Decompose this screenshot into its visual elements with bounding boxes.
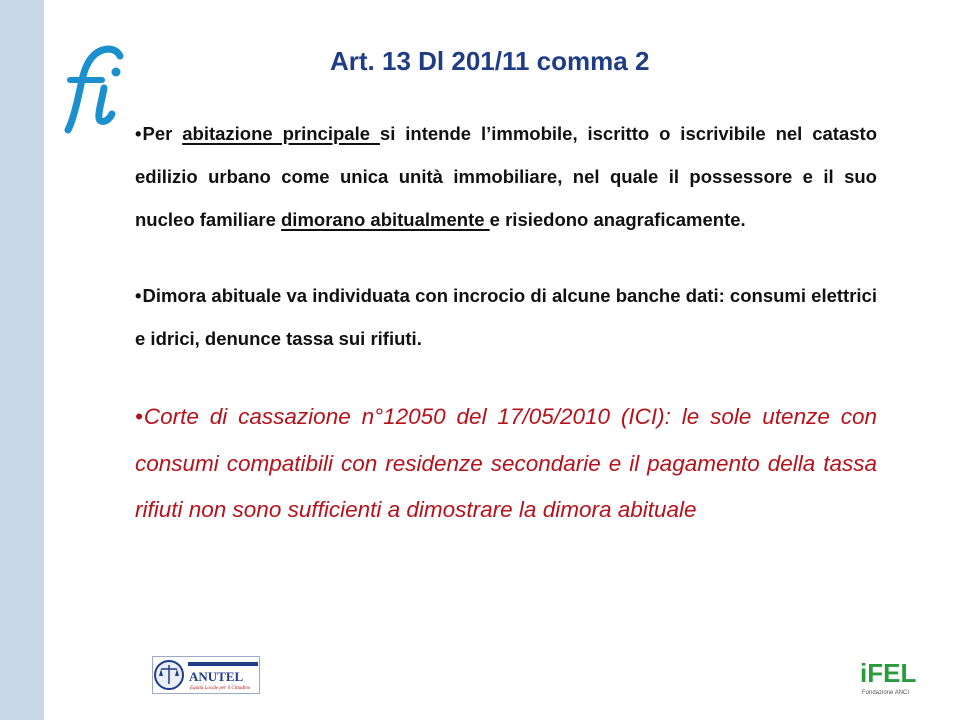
bullet: • [135,285,142,306]
bullet: • [135,404,143,429]
text-segment: Per [142,123,183,144]
slide-title: Art. 13 Dl 201/11 comma 2 [330,46,650,76]
underlined-term: abitazione principale [182,123,380,144]
underlined-term: dimorano abitualmente [281,209,490,230]
paragraph-dimora-abituale [135,274,877,360]
svg-text:Equità Locale per il Cittadino: Equità Locale per il Cittadino [190,686,251,691]
paragraph-abitazione-principale [135,112,877,241]
text-segment: e risiedono anagraficamente. [489,209,746,230]
ifel-logo [858,654,917,700]
text-segment: Dimora abituale va individuata con incrocio di alcune banche dati: consumi elettrici e idrici, denunce tassa sui rifiuti. [135,285,877,349]
svg-text:ANUTEL: ANUTEL [189,669,244,684]
paragraph-corte-cassazione [135,394,877,534]
text-segment: Corte di cassazione n°12050 del 17/05/2010 (ICI): le sole utenze con consumi compatibili con residenze secondarie e il pagamento della tassa rifiuti non sono sufficienti a dimostrare la dimora abituale [135,404,877,522]
fi-logo [58,40,128,135]
bullet: • [135,123,142,144]
svg-text:iFEL: iFEL [860,658,917,688]
anutel-logo [152,656,260,694]
side-bar [0,0,44,720]
text-segment: si intende l’immobile, iscritto o iscrivibile nel catasto edilizio urbano come unica unità immobiliare, nel quale il possessore e il suo nucleo familiare [135,123,878,230]
slide-body [135,112,877,534]
svg-text:Fondazione ANCI: Fondazione ANCI [862,690,910,696]
